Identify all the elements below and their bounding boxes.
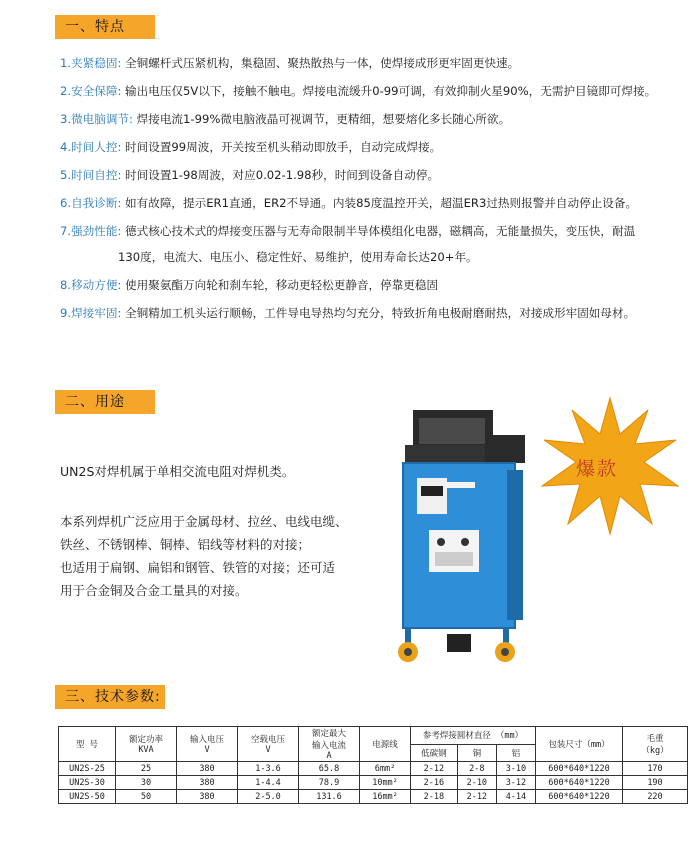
feature-text: 全铜螺杆式压紧机构，集稳固、聚热散热与一体，使焊接成形更牢固更快速。 [125, 56, 520, 70]
feature-item: 7.强劲性能: 德式核心技术式的焊接变压器与无寿命限制半导体模组化电器，磁耦高，无能量损失，变压快，耐温 [60, 224, 636, 238]
feature-text: 时间设置1-98周波，对应0.02-1.98秒，时间到设备自动停。 [125, 168, 440, 182]
feature-item: 3.微电脑调节: 焊接电流1-99%微电脑液晶可视调节，更精细，想要熔化多长随心所欲。 [60, 112, 511, 126]
feature-item: 2.安全保障: 输出电压仅5V以下，接触不触电。焊接电流缓升0-99可调，有效抑制火星90%，无需护目镜即可焊接。 [60, 84, 657, 98]
header-copper: 铜 [457, 744, 496, 762]
header-power: 额定功率 KVA [116, 727, 177, 762]
usage-line: UN2S对焊机属于单相交流电阻对焊机类。 [60, 464, 295, 479]
feature-item: 8.移动方便: 使用聚氨酯万向轮和刹车轮，移动更轻松更静音，停靠更稳固 [60, 278, 439, 292]
section-title-features: 一、特点 [55, 15, 155, 39]
feature-text: 全铜精加工机头运行顺畅，工件导电导热均匀充分，特致折角电极耐磨耐热，对接成形牢固如母材。 [125, 306, 636, 320]
feature-item: 4.时间人控: 时间设置99周波，开关按至机头稍动即放手，自动完成焊接。 [60, 140, 442, 154]
feature-text: 输出电压仅5V以下，接触不触电。焊接电流缓升0-99可调，有效抑制火星90%，无需护目镜即可焊接。 [125, 84, 657, 98]
feature-text: 使用聚氨酯万向轮和刹车轮，移动更轻松更静音，停靠更稳固 [125, 278, 439, 292]
feature-text: 德式核心技术式的焊接变压器与无寿命限制半导体模组化电器，磁耦高，无能量损失，变压快，耐温 [125, 224, 636, 238]
header-vin: 输入电压 V [177, 727, 238, 762]
header-imax: 额定最大 输入电流 A [299, 727, 360, 762]
header-steel: 低碳钢 [411, 744, 458, 762]
welding-machine-image [395, 390, 535, 670]
header-model: 型 号 [59, 727, 116, 762]
feature-item: 5.时间自控: 时间设置1-98周波，对应0.02-1.98秒，时间到设备自动停。 [60, 168, 440, 182]
header-weight: 毛重 （kg） [623, 727, 688, 762]
foot-pedal [447, 634, 471, 652]
usage-line: 本系列焊机广泛应用于金属母材、拉丝、电线电缆、 [60, 514, 348, 529]
feature-item-continuation: 130度，电流大、电压小、稳定性好、易维护，使用寿命长达20+年。 [118, 250, 478, 264]
table-row: UN2S-25 25 380 1-3.6 65.8 6mm² 2-12 2-8 3-10 600*640*1220 170 [59, 762, 688, 776]
section-title-params: 三、技术参数: [55, 685, 165, 709]
feature-text: 焊接电流1-99%微电脑液晶可视调节，更精细，想要熔化多长随心所欲。 [136, 112, 511, 126]
feature-item: 6.自我诊断: 如有故障，提示ER1直通，ER2不导通。内装85度温控开关，超温ER3过热则报警并自动停止设备。 [60, 196, 638, 210]
feature-item: 9.焊接牢固: 全铜精加工机头运行顺畅，工件导电导热均匀充分，特致折角电极耐磨耐热，对接成形牢固如母材。 [60, 306, 636, 320]
table-row: UN2S-50 50 380 2-5.0 131.6 16mm² 2-18 2-12 4-14 600*640*1220 220 [59, 790, 688, 804]
header-alu: 铝 [496, 744, 535, 762]
spec-table [58, 726, 688, 804]
usage-line: 铁丝、不锈钢棒、铜棒、铝线等材料的对接； [60, 537, 311, 552]
badge-label: 爆款 [576, 458, 619, 480]
section-title-usage: 二、用途 [55, 390, 155, 414]
feature-item: 1.夹紧稳固: 全铜螺杆式压紧机构，集稳固、聚热散热与一体，使焊接成形更牢固更快速。 [60, 56, 520, 70]
feature-text: 时间设置99周波，开关按至机头稍动即放手，自动完成焊接。 [125, 140, 442, 154]
feature-text: 如有故障，提示ER1直通，ER2不导通。内装85度温控开关，超温ER3过热则报警并自动停止设备。 [125, 196, 638, 210]
table-row: UN2S-30 30 380 1-4.4 78.9 10mm² 2-16 2-10 3-12 600*640*1220 190 [59, 776, 688, 790]
header-size: 包装尺寸（mm） [536, 727, 623, 762]
header-vout: 空载电压 V [238, 727, 299, 762]
table-header-row [59, 727, 688, 745]
usage-line: 也适用于扁钢、扁铝和钢管、铁管的对接；还可适 [60, 560, 336, 575]
header-cable: 电源线 [360, 727, 411, 762]
usage-line: 用于合金铜及合金工量具的对接。 [60, 583, 248, 598]
header-diameter: 参考焊接圆材直径 （mm） [411, 727, 536, 745]
